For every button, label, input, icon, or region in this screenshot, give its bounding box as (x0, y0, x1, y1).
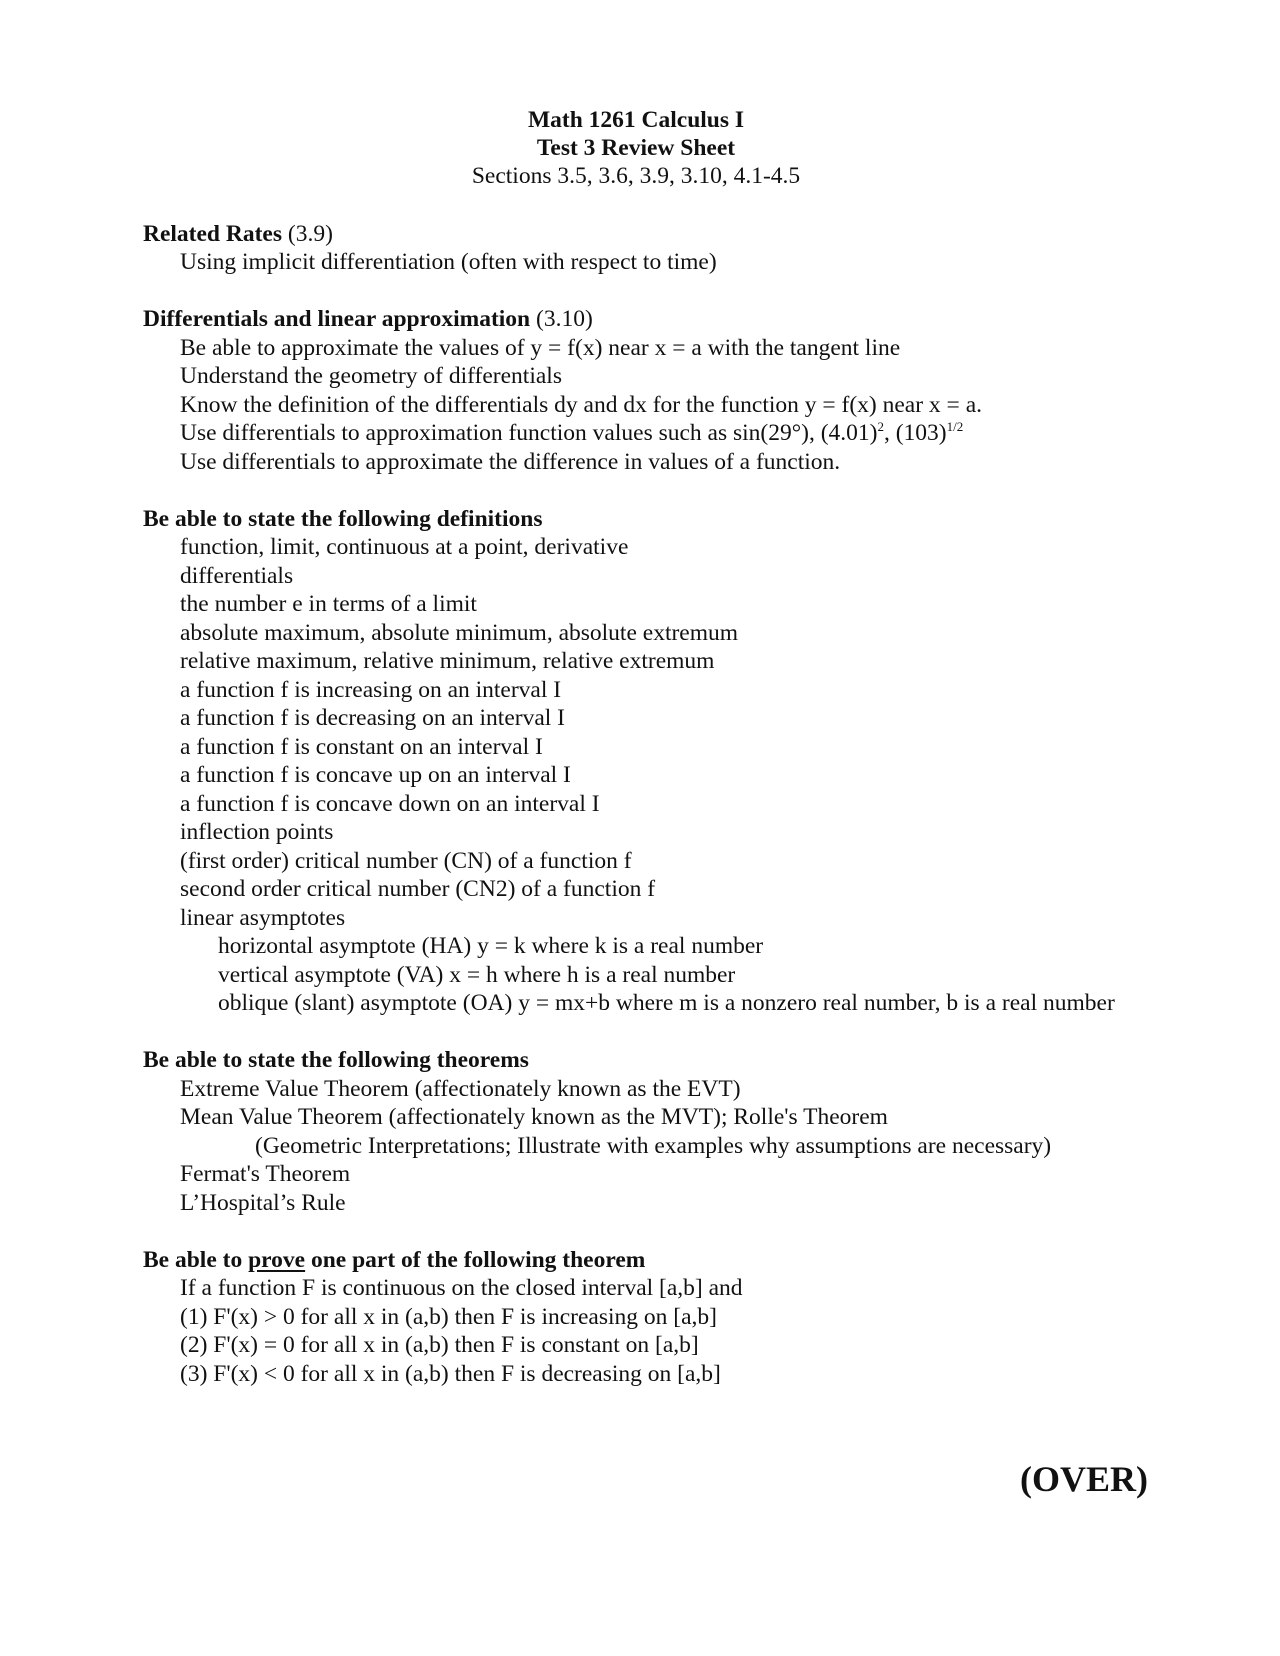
related-rates-heading: Related Rates (3.9) (143, 221, 333, 247)
list-item: second order critical number (CN2) of a function f (180, 876, 656, 902)
list-item: Know the definition of the differentials dy and dx for the function y = f(x) near x = a. (180, 392, 982, 418)
list-item: function, limit, continuous at a point, derivative (180, 534, 629, 560)
list-item: the number e in terms of a limit (180, 591, 477, 617)
prove-heading: Be able to prove one part of the following theorem (143, 1247, 646, 1273)
list-item: Use differentials to approximation function values such as sin(29°), $(4.01)^2$, $(103)^{1/2}$ (180, 419, 964, 446)
list-item: inflection points (180, 819, 334, 845)
list-item: Be able to approximate the values of y = f(x) near x = a with the tangent line (180, 335, 901, 361)
list-item: Mean Value Theorem (affectionately known as the MVT); Rolle's Theorem (180, 1104, 888, 1130)
list-item: Use differentials to approximate the difference in values of a function. (180, 449, 841, 475)
list-item: Using implicit differentiation (often with respect to time) (180, 249, 717, 275)
list-item: L’Hospital’s Rule (180, 1190, 346, 1216)
over-label: (OVER) (1020, 1459, 1148, 1499)
list-item: absolute maximum, absolute minimum, absolute extremum (180, 620, 739, 646)
sub-list-item: horizontal asymptote (HA) y = k where k is a real number (218, 933, 764, 959)
list-item: (2) F'(x) = 0 for all x in (a,b) then F is constant on [a,b] (180, 1332, 699, 1358)
list-item: (1) F'(x) > 0 for all x in (a,b) then F is increasing on [a,b] (180, 1304, 717, 1330)
list-item: a function f is concave down on an interval I (180, 791, 600, 817)
sheet-title: Test 3 Review Sheet (536, 135, 736, 161)
list-item: Fermat's Theorem (180, 1161, 351, 1187)
list-item: (first order) critical number (CN) of a function f (180, 848, 632, 874)
list-item: relative maximum, relative minimum, relative extremum (180, 648, 715, 674)
list-item: If a function F is continuous on the closed interval [a,b] and (180, 1275, 743, 1301)
list-item: a function f is increasing on an interval I (180, 677, 562, 703)
list-item: Understand the geometry of differentials (180, 363, 562, 389)
sub-list-item: (Geometric Interpretations; Illustrate with examples why assumptions are necessary) (255, 1133, 1052, 1159)
definitions-heading: Be able to state the following definitions (143, 506, 543, 532)
list-item: a function f is concave up on an interval I (180, 762, 571, 788)
course-title: Math 1261 Calculus I (527, 107, 745, 133)
list-item: a function f is decreasing on an interval I (180, 705, 565, 731)
list-item: Extreme Value Theorem (affectionately known as the EVT) (180, 1076, 741, 1102)
differentials-heading: Differentials and linear approximation (3.10) (143, 306, 593, 332)
theorems-heading: Be able to state the following theorems (143, 1047, 529, 1073)
list-item: differentials (180, 563, 294, 589)
list-item: a function f is constant on an interval I (180, 734, 543, 760)
sub-list-item: vertical asymptote (VA) x = h where h is a real number (218, 962, 736, 988)
sections-covered: Sections 3.5, 3.6, 3.9, 3.10, 4.1-4.5 (471, 163, 801, 189)
list-item: (3) F'(x) < 0 for all x in (a,b) then F is decreasing on [a,b] (180, 1361, 721, 1387)
sub-list-item: oblique (slant) asymptote (OA) y = mx+b where m is a nonzero real number, b is a real number (218, 990, 1115, 1016)
list-item: linear asymptotes (180, 905, 346, 931)
